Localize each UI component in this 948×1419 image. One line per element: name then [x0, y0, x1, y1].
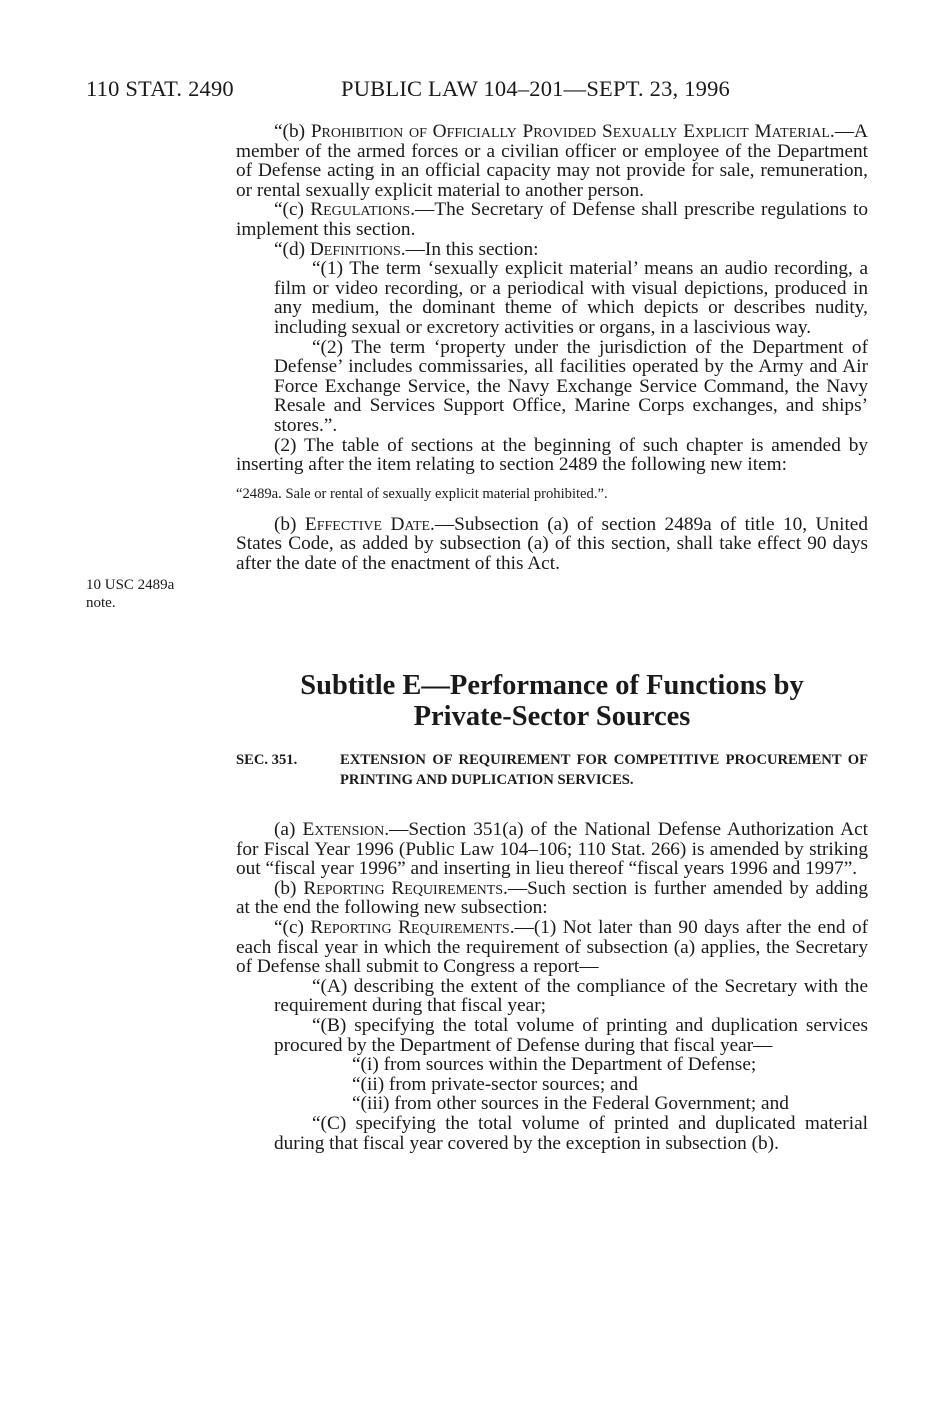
public-law-header: PUBLIC LAW 104–201—SEPT. 23, 1996	[341, 76, 730, 101]
subsection-b-prohibition: “(b) Prohibition of Officially Provided Sexually Explicit Material.—A member of the armed forces or a civilian officer or employee of the Department of Defense acting in an official capacity may not provide for sale, remuneration, or rental sexually explicit material to another person.	[236, 121, 868, 201]
definition-2: “(2) The term ‘property under the jurisdiction of the Department of Defense’ includes commissaries, all facilities operated by the Army and Air Force Exchange Service, the Navy Exchange Service Command, the Navy Resale and Services Support Office, Marine Corps exchanges, and ships’ stores.”.	[274, 336, 868, 436]
margin-note	[86, 576, 174, 612]
paragraph-2-table-amendment: (2) The table of sections at the beginning of such chapter is amended by inserting after the item relating to section 2489 the following new item:	[236, 434, 868, 476]
section-title: EXTENSION OF REQUIREMENT FOR COMPETITIVE PROCUREMENT OF PRINTING AND DUPLICATION SERVICES.	[340, 752, 868, 788]
table-of-sections-item: “2489a. Sale or rental of sexually explicit material prohibited.”.	[236, 485, 608, 502]
margin-note-line1: 10 USC 2489a	[86, 577, 175, 593]
section-heading	[236, 750, 868, 790]
body-column-bottom	[236, 820, 868, 1153]
subsection-d-heading: Definitions.	[309, 238, 406, 260]
subsection-b-effective-date: (b) Effective Date.—Subsection (a) of section 2489a of title 10, United States Code, as added by subsection (a) of this section, shall take effect 90 days after the date of the enactment of this Act.	[236, 513, 868, 574]
extension-heading: Extension.	[302, 819, 390, 840]
subsection-c-reporting: “(c) Reporting Requirements.—(1) Not later than 90 days after the end of each fiscal year in which the requirement of subsection (a) applies, the Secretary of Defense shall submit to Congress a report—	[236, 916, 869, 978]
subsection-c-regulations: “(c) Regulations.—The Secretary of Defense shall prescribe regulations to implement this section.	[236, 199, 869, 240]
section-number: SEC. 351.	[236, 752, 298, 768]
subsection-a-extension: (a) Extension.—Section 351(a) of the National Defense Authorization Act for Fiscal Year 1996 (Public Law 104–106; 110 Stat. 266) is amended by striking out “fiscal year 1996” and inserting in lieu thereof “fiscal years 1996 and 1997”.	[236, 819, 868, 880]
clause-C: “(C) specifying the total volume of printed and duplicated material during that fiscal year covered by the exception in subsection (b).	[274, 1112, 868, 1154]
reporting-heading: Reporting Requirements.	[303, 877, 508, 899]
subsection-b-heading: Prohibition of Officially Provided Sexually Explicit Material.	[310, 121, 835, 142]
statute-page-number: 110 STAT. 2490	[86, 76, 234, 101]
subsection-b-reporting: (b) Reporting Requirements.—Such section is further amended by adding at the end the following new subsection:	[236, 877, 868, 919]
clause-A: “(A) describing the extent of the compliance of the Secretary with the requirement during that fiscal year;	[274, 975, 868, 1017]
subtitle-line2: Private-Sector Sources	[413, 701, 691, 732]
margin-note-line2: note.	[86, 595, 116, 611]
clause-i: “(i) from sources within the Department of Defense;	[352, 1054, 757, 1076]
clause-ii: “(ii) from private-sector sources; and	[352, 1073, 638, 1095]
body-column-top	[236, 122, 868, 573]
subsection-c-heading: Regulations.	[310, 199, 416, 221]
subsection-d-definitions: “(d) Definitions.—In this section:	[274, 238, 539, 260]
subtitle-heading	[236, 670, 868, 732]
clause-iii: “(iii) from other sources in the Federal Government; and	[352, 1093, 789, 1115]
reporting-requirements-heading: Reporting Requirements.	[310, 916, 515, 938]
definition-1: “(1) The term ‘sexually explicit material’ means an audio recording, a film or video recording, or a periodical with visual depictions, produced in any medium, the dominant theme of which depicts or describes nudity, including sexual or excretory activities or organs, in a lascivious way.	[274, 258, 868, 338]
clause-B: “(B) specifying the total volume of printing and duplication services procured by the Department of Defense during that fiscal year—	[274, 1014, 868, 1056]
effective-date-heading: Effective Date.	[304, 513, 435, 535]
subtitle-line1: Subtitle E—Performance of Functions by	[300, 670, 804, 701]
